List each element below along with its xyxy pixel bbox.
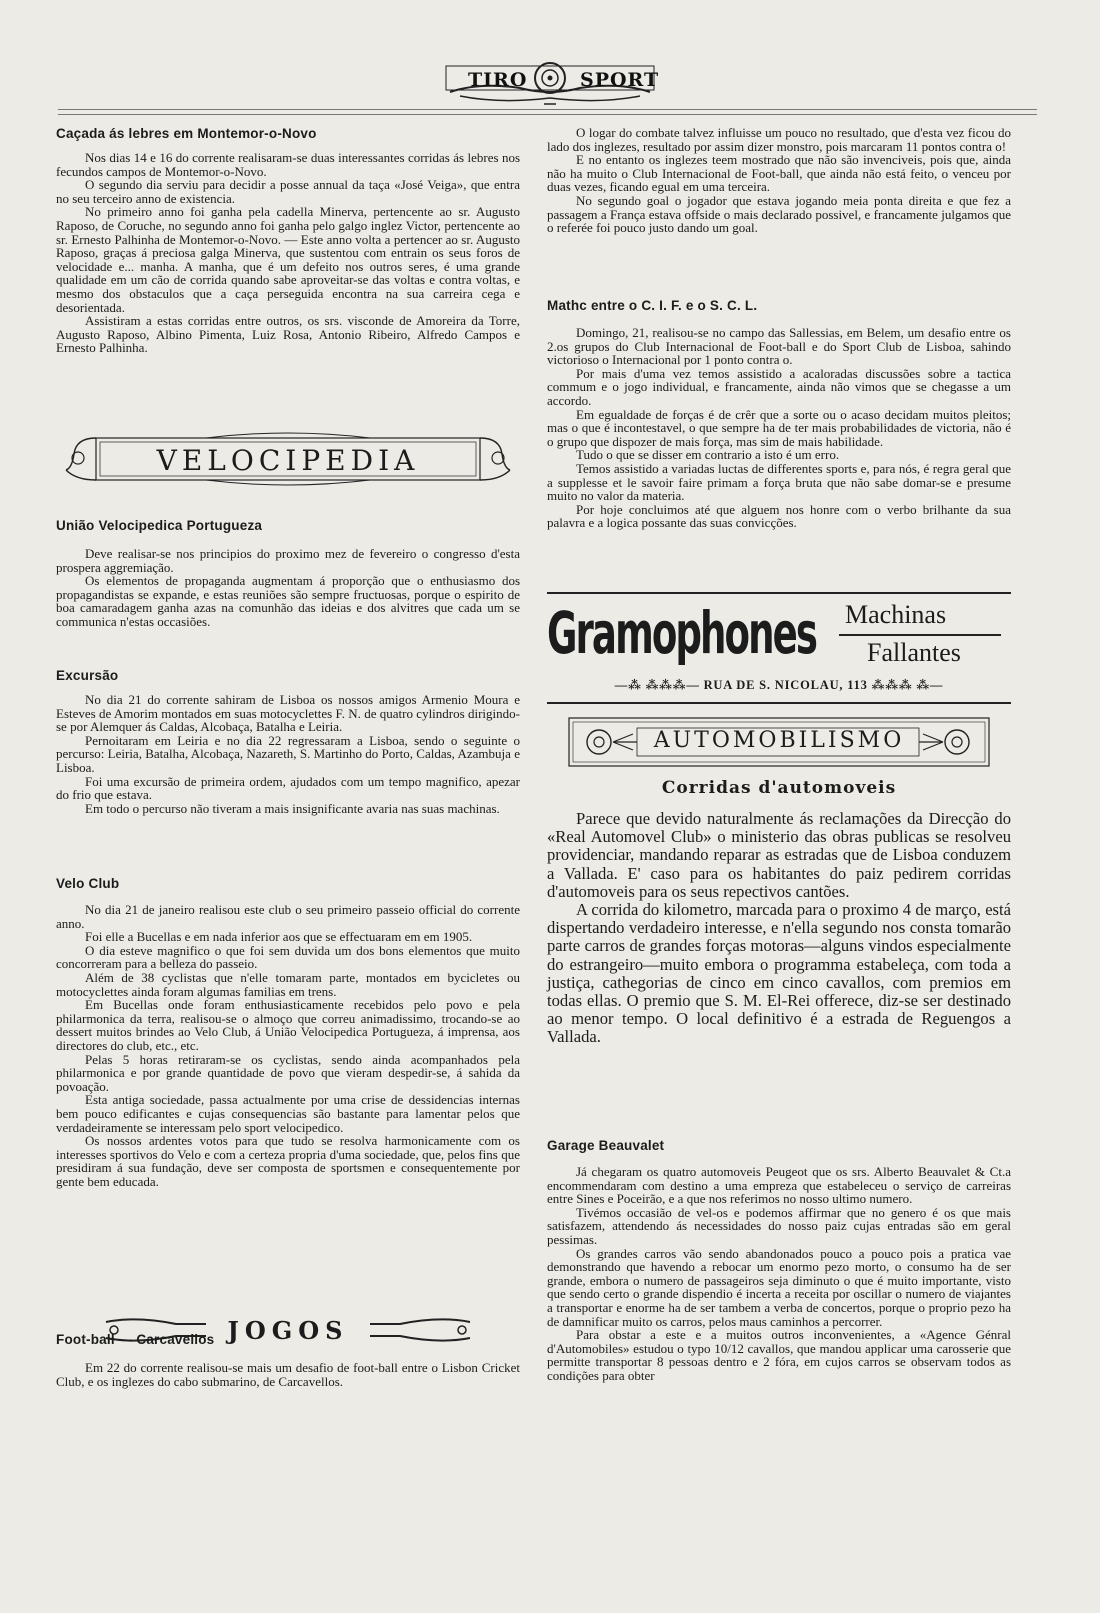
paragraph: Temos assistido a variadas luctas de differentes sports e, para nós, é regra geral que a supplesse et le savoir faire primam a força bruta que não sabe domar-se e presume muito no valor da materia. [547, 460, 1011, 504]
article-cacada [56, 126, 520, 355]
paragraph: Já chegaram os quatro automoveis Peugeot que os srs. Alberto Beauvalet & Ct.a encommendaram com destino a uma empreza que estabeleceu o serviço de carreiras entre Sines e Poceirão, e a que nos referimos no nosso ultimo numero. [547, 1164, 1011, 1207]
article-heading: Excursão [56, 668, 119, 683]
flourish-icon: —⁂ ⁂⁂⁂— [614, 678, 704, 692]
paragraph: Em todo o percurso não tiveram a mais insignificante avaria nas suas machinas. [85, 800, 500, 816]
article-match [547, 298, 1011, 530]
paragraph: Em egualdade de forças é de crêr que a sorte ou o acaso decidam muitos pleitos; mas o que é incontestavel, o que sempre ha de ter mais probabilidades de victoria, não é o grupo que dispozer de mais força, mas sim de mais habilidade. [547, 406, 1011, 449]
article-garage [547, 1138, 1011, 1383]
article-heading: Velo Club [56, 876, 120, 891]
paragraph: Os elementos de propaganda augmentam á proporção que o enthusiasmo dos propagandistas se expande, e estas reuniões são sempre fructuosas, porque o espirito de boa camaradagem ganha azas na comunhão das ideias e dos alvitres que cada um se communica n'estas occasiões. [56, 573, 520, 629]
paragraph: Além de 38 cyclistas que n'elle tomaram parte, montados em bycicletes ou motocyclettes ainda foram algumas familias em trens. [56, 969, 520, 999]
paragraph: Deve realisar-se nos principios do proximo mez de fevereiro o congresso d'esta prospera aggremiação. [56, 546, 520, 575]
address-text: RUA DE S. NICOLAU, 113 [703, 678, 868, 692]
automobilismo-banner [547, 714, 1011, 770]
article-heading: Mathc entre o C. I. F. e o S. C. L. [547, 298, 758, 313]
article-velo-club [56, 876, 520, 1188]
paragraph: No segundo goal o jogador que estava jogando meia ponta direita e que fez a passagem a França estava offside o mais declarado possivel, e francamente julgamos que o referée foi pouco justo dando um goal. [547, 192, 1011, 236]
article-heading: Foot-ball — Carcavellos [56, 1332, 215, 1347]
masthead-logo [440, 52, 660, 108]
article-excursao [56, 668, 520, 815]
section-title: JOGOS [227, 1316, 349, 1345]
article-corridas [547, 778, 1011, 1047]
article-heading: Garage Beauvalet [547, 1138, 665, 1153]
paragraph: Nos dias 14 e 16 do corrente realisaram-se duas interessantes corridas ás lebres nos fecundos campos de Montemor-o-Novo. [56, 150, 520, 179]
paragraph: Foi elle a Bucellas e em nada inferior aos que se effectuaram em em 1905. [85, 929, 473, 945]
paragraph: Assistiram a estas corridas entre outros, os srs. visconde de Amoreira da Torre, Augusto Raposo, Albino Pimenta, Luiz Rosa, Antonio Ribeiro, Alfredo Campos e Ernesto Palhinha. [56, 313, 520, 356]
svg-text:SPORT: SPORT [580, 69, 660, 91]
article-football [56, 1332, 520, 1388]
article-heading: Caçada ás lebres em Montemor-o-Novo [56, 126, 317, 141]
paragraph: Pelas 5 horas retiraram-se os cyclistas, sendo ainda acompanhados pela philarmonica e por grande quantidade de povo que vieram despedir-se, á sahida da povoação. [56, 1051, 520, 1094]
paragraph: Por hoje concluimos até que alguem nos honre com o verbo brilhante da sua palavra e a logica possante das suas convicções. [547, 501, 1011, 531]
paragraph: Pernoitaram em Leiria e no dia 22 regressaram a Lisboa, sendo o seguinte o percurso: Leiria, Batalha, Alcobaça, Nazareth, S. Martinho do Porto, Caldas, Azambuja e Lisboa. [56, 732, 520, 775]
section-title: VELOCIPEDIA [156, 444, 420, 477]
paragraph: No dia 21 do corrente sahiram de Lisboa os nossos amigos Armenio Moura e Esteves de Amorim montados em suas motocyclettes F. N. de quatro cylindros dirigindo-se por Alemquer ás Caldas, Alcobaça, Batalha e Leiria. [56, 692, 520, 735]
ad-divider [839, 634, 1001, 636]
svg-text:TIRO: TIRO [468, 69, 528, 91]
paragraph: Os grandes carros vão sendo abandonados pouco a pouco pois a pratica vae demonstrando que havendo a rebocar um enormo pezo morto, o consumo ha de ser grande, embora o numero de passageiros seja diminuto o que é muito importante, visto que sendo certo o grande dispendio é incerta a receita por oscillar o numero de viajantes a transportar e enorme ha de ser tambem a verba de concertos, porque o proprio pezo ha de damnificar muito os carros, pelos maus caminhos a percorrer. [547, 1245, 1011, 1329]
masthead-ornament-icon [440, 52, 660, 108]
ad-tagline: Machinas [845, 600, 947, 629]
paragraph: Foi uma excursão de primeira ordem, ajudados com um tempo magnifico, apezar do frio que estava. [56, 773, 520, 803]
paragraph: Domingo, 21, realisou-se no campo das Sallessias, em Belem, um desafio entre os 2.os grupos do Club Internacional de Foot-ball e do Sport Club de Lisboa, sahindo victorioso o Internacional por 1 ponto contra o. [547, 325, 1011, 368]
paragraph: Tudo o que se disser em contrario a isto é um erro. [576, 447, 840, 463]
article-heading: União Velocipedica Portugueza [56, 518, 263, 533]
paragraph: Para obstar a este e a muitos outros inconvenientes, a «Agence Génral d'Automobiles» estudou o typo 10/12 cavallos, que mandou applicar uma carosserie que permitte transportar 8 pessoas dentro e 2 fóra, em cujos carros se observam todos as condições para obter [547, 1327, 1011, 1383]
gramophones-advertisement [547, 592, 1011, 704]
section-title: AUTOMOBILISMO [653, 728, 905, 753]
paragraph: Os nossos ardentes votos para que tudo se resolva harmonicamente com os interesses sportivos do Velo e com a certeza propria d'uma sociedade, que, pelos fins que presidiram á sua fundação, deve ser composta de sportsmen e consequentemente por gente bem educada. [56, 1133, 520, 1189]
article-uniao [56, 518, 520, 629]
paragraph: A corrida do kilometro, marcada para o proximo 4 de março, está dispertando verdadeiro interesse, e n'ella segundo nos consta tomarão parte carros de grandes forças motoras—alguns vindos especialmente do estrangeiro—muito embora o programma estabeleça, com toda a justiça, cathegorias de cinco em cinco cavallos, com premios em todas ellas. O premio que S. M. El-Rei offerece, diz-se ser destinado ao menor tempo. O local definitivo é a estrada de Reguengos a Vallada. [547, 900, 1011, 1047]
paragraph: O dia esteve magnifico o que foi sem duvida um dos bons elementos que muito concorreram para a belleza do passeio. [56, 942, 520, 972]
masthead-rule [58, 109, 1037, 115]
velocipedia-banner [56, 424, 520, 492]
paragraph: Em 22 do corrente realisou-se mais um desafio de foot-ball entre o Lisbon Cricket Club, e os inglezes do cabo submarino, de Carcavellos. [56, 1360, 520, 1389]
paragraph: Por mais d'uma vez temos assistido a acaloradas discussões sobre a tactica commum e o jogo individual, e francamente, ainda não vimos que se chegasse a um accordo. [547, 365, 1011, 408]
paragraph: O segundo dia serviu para decidir a posse annual da taça «José Veiga», que entra no seu terceiro anno de existencia. [56, 177, 520, 206]
article-football-cont [547, 126, 1011, 235]
paragraph: Em Bucellas onde foram enthusiasticamente recebidos pelo povo e pela philarmonica da terra, realisou-se o almoço que correu animadissimo, trocando-se ao dessert muitos brindes ao Velo Club, á União Velocipedica Portugueza, á imprensa, aos directores do club, etc., etc. [56, 997, 520, 1053]
article-heading: Corridas d'automoveis [661, 778, 897, 798]
paragraph: Esta antiga sociedade, passa actualmente por uma crise de dessidencias internas bem pouco edificantes e cujas consequencias são bastante para lamentar pelos que verdadeiramente se interessam pelo sport velocipedico. [56, 1092, 520, 1135]
paragraph: Parece que devido naturalmente ás reclamações da Direcção do «Real Automovel Club» o ministerio das obras publicas se resolveu providenciar, mandando reparar as estradas que de Lisboa conduzem a Vallada. E' caso para os habitantes do paiz pedirem corridas d'automoveis para os seus repectivos cantões. [547, 809, 1011, 901]
ad-brand: Gramophones [547, 599, 817, 667]
ad-tagline: Fallantes [867, 638, 961, 667]
paragraph: E no entanto os inglezes teem mostrado que não são invenciveis, pois que, ainda não ha muito o Club Internacional de Foot-ball, que ainda não está feito, o venceu por duas vezes, ficando egual em uma terceira. [547, 152, 1011, 195]
flourish-icon: ⁂⁂⁂ ⁂— [867, 678, 944, 692]
paragraph: Tivémos occasião de vel-os e podemos affirmar que no genero é os que mais satisfazem, attendendo ás necessidades do nosso paiz cujas entradas são em geral pessimas. [547, 1204, 1011, 1247]
ad-address [547, 677, 1011, 693]
paragraph: No primeiro anno foi ganha pela cadella Minerva, pertencente ao sr. Augusto Raposo, de Coruche, no segundo anno foi ganha pelo galgo inglez Victor, pertencente ao sr. Ernesto Palhinha de Montemor-o-Novo. — Este anno volta a pertencer ao sr. Augusto Raposo, graças á preciosa galga Minerva, que sustentou com entrain os seus foros de velocidade e... manha. A manha, que é um defeito nos outros seres, é uma grande qualidade em um cão de corrida quando sabe aproveitar-se das voltas e contra voltas, e mesmo dos obstaculos que a caça perseguida encontra na sua carreira cega e desorientada. [56, 204, 520, 315]
paragraph: No dia 21 de janeiro realisou este club o seu primeiro passeio official do corrente anno. [56, 902, 520, 931]
paragraph: O logar do combate talvez influisse um pouco no resultado, que d'esta vez ficou do lado dos inglezes, resultado por assim dizer monstro, pois marcaram 11 pontos contra o! [547, 125, 1011, 154]
